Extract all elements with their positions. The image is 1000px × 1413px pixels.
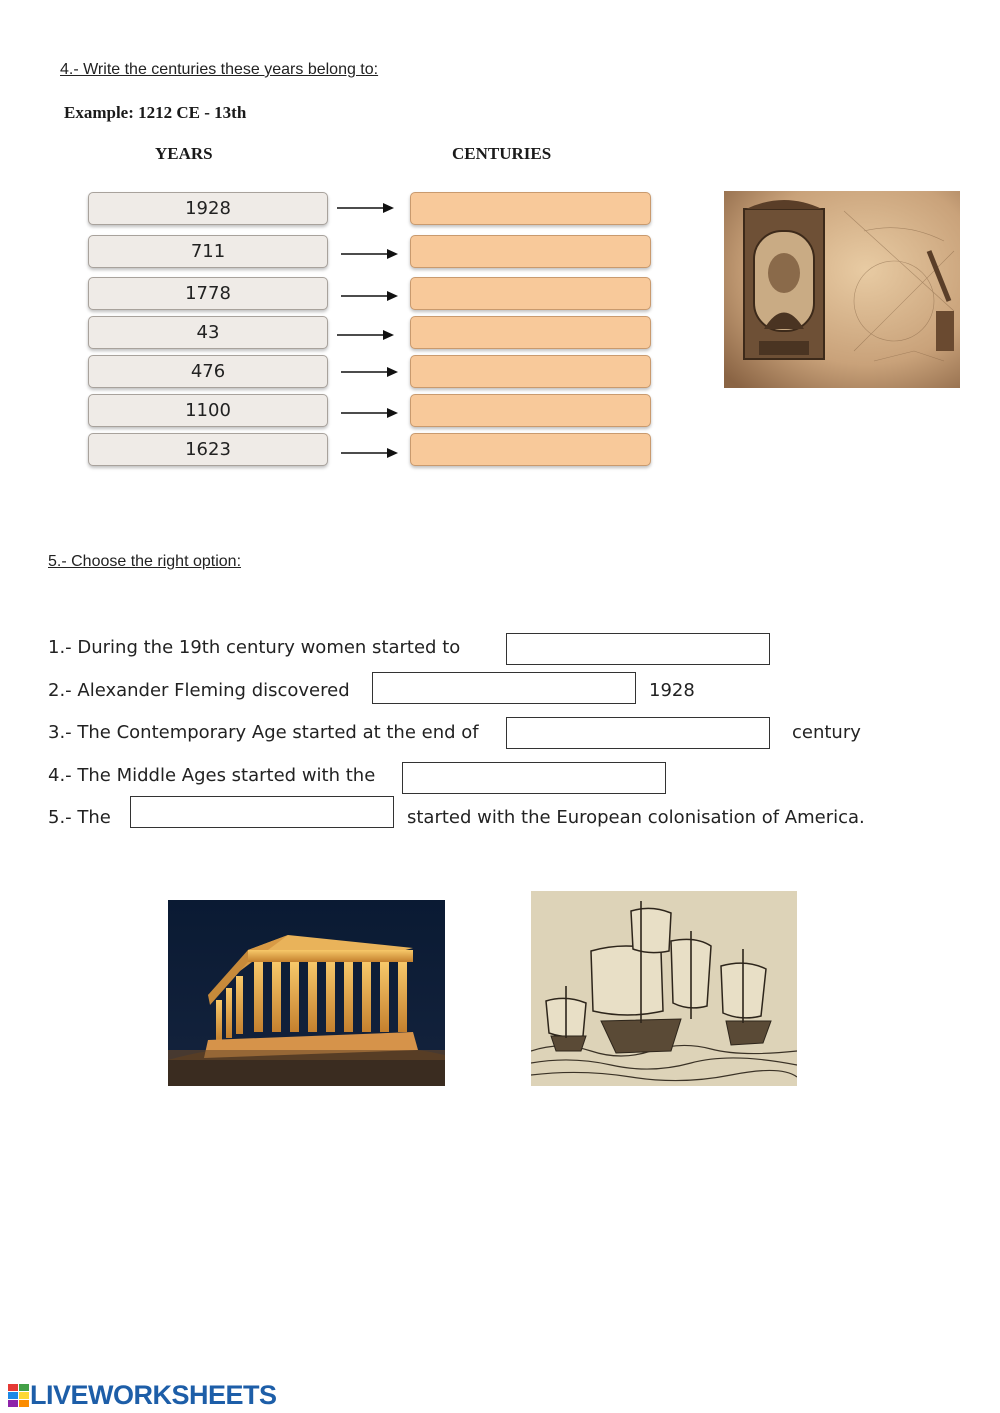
year-box: 711 [88,235,328,268]
years-header: YEARS [155,144,213,163]
year-box: 1928 [88,192,328,225]
question-4-blank-input[interactable] [402,762,666,794]
arrow-right-icon [341,248,399,260]
liveworksheets-logo-icon [8,1384,30,1408]
century-answer-input[interactable] [410,235,651,268]
question-5-blank-input[interactable] [130,796,394,828]
galileo-portrait-image [724,191,960,388]
century-answer-input[interactable] [410,355,651,388]
arrow-right-icon [341,366,399,378]
question-2-text: 2.- Alexander Fleming discovered [48,680,350,701]
question-2-blank-input[interactable] [372,672,636,704]
question-2-suffix: 1928 [649,680,695,701]
question-5-text: 5.- The [48,807,111,828]
question-4-text: 4.- The Middle Ages started with the [48,765,376,786]
centuries-header: CENTURIES [452,144,552,163]
example-text: Example: 1212 CE - 13th [64,103,247,122]
logo-text: LIVEWORKSHEETS [30,1380,277,1410]
arrow-right-icon [341,407,399,419]
year-box: 1778 [88,277,328,310]
century-answer-input[interactable] [410,277,651,310]
arrow-right-icon [341,290,399,302]
question-1-text: 1.- During the 19th century women started to [48,637,461,658]
century-answer-input[interactable] [410,394,651,427]
question-1-blank-input[interactable] [506,633,770,665]
century-answer-input[interactable] [410,433,651,466]
section-5-title: 5.- Choose the right option: [48,553,242,570]
question-3-blank-input[interactable] [506,717,770,749]
year-box: 1623 [88,433,328,466]
arrow-right-icon [341,447,399,459]
caravel-ships-image [531,891,797,1086]
arrow-right-icon [337,202,395,214]
year-box: 1100 [88,394,328,427]
year-box: 43 [88,316,328,349]
century-answer-input[interactable] [410,192,651,225]
year-box: 476 [88,355,328,388]
greek-temple-image [168,900,445,1086]
section-4-title: 4.- Write the centuries these years belong to: [60,61,379,78]
liveworksheets-logo [8,1380,277,1411]
arrow-right-icon [337,329,395,341]
question-5-suffix: started with the European colonisation of America. [407,807,865,828]
question-3-text: 3.- The Contemporary Age started at the end of [48,722,479,743]
question-3-suffix: century [792,722,861,743]
century-answer-input[interactable] [410,316,651,349]
